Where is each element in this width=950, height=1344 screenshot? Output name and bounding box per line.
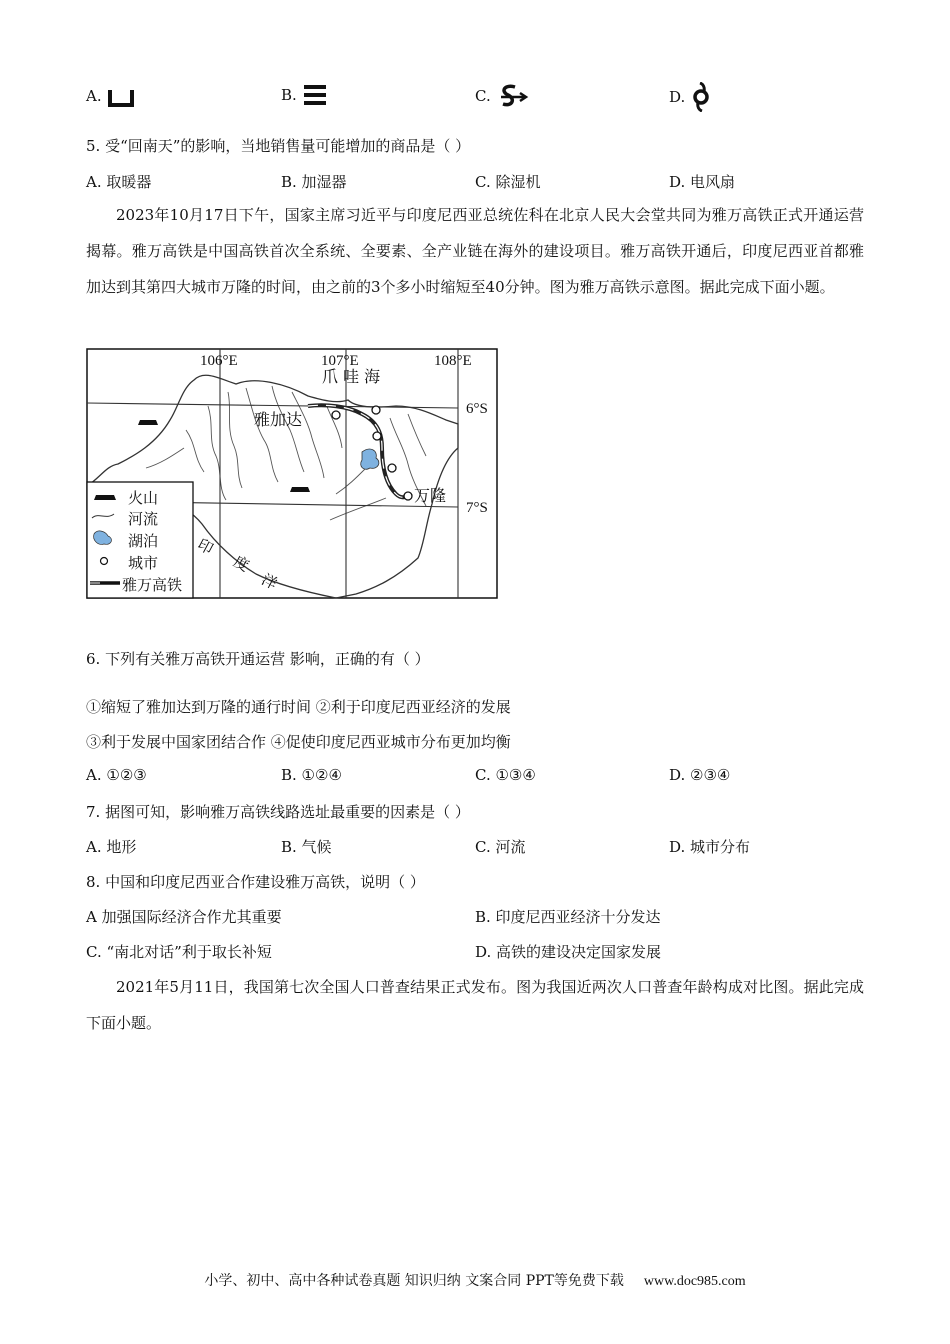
- q8-option-a: A 加强国际经济合作尤其重要: [86, 908, 282, 926]
- q6-option-a: A. ①②③: [86, 766, 147, 784]
- jakarta-bandung-hsr-map: [86, 348, 498, 600]
- city-marker: [373, 432, 381, 440]
- q7-option-c: C. 河流: [475, 838, 526, 856]
- legend-lake-label: 湖泊: [128, 532, 159, 550]
- lon-label-108: 108°E: [434, 353, 472, 369]
- volcano-icon: [138, 420, 158, 425]
- q7-option-a: A. 地形: [86, 838, 137, 856]
- legend-volcano-label: 火山: [128, 489, 159, 507]
- lat-label-6s: 6°S: [466, 401, 488, 417]
- q5-option-c: C. 除湿机: [475, 173, 541, 191]
- q5-option-a: A. 取暖器: [86, 173, 152, 191]
- symbol-typhoon-icon: [689, 82, 713, 112]
- map-legend: [87, 482, 193, 598]
- volcano-icon: [290, 487, 310, 492]
- q6-statement-line-1: ①缩短了雅加达到万隆的通行时间 ②利于印度尼西亚经济的发展: [86, 698, 511, 716]
- city-jakarta-marker: [332, 411, 340, 419]
- footer-text: 小学、初中、高中各种试卷真题 知识归纳 文案合同 PPT等免费下载: [204, 1273, 624, 1289]
- q5-option-b: B. 加湿器: [281, 173, 347, 191]
- option-letter: A.: [86, 87, 102, 105]
- city-marker: [372, 406, 380, 414]
- q6-option-c: C. ①③④: [475, 766, 536, 784]
- q7-stem: 7. 据图可知，影响雅万高铁线路选址最重要的因素是（ ）: [86, 803, 470, 821]
- q6-option-d: D. ②③④: [669, 766, 731, 784]
- symbol-frame-icon: [106, 84, 136, 108]
- q5-stem: 5. 受“回南天”的影响，当地销售量可能增加的商品是（ ）: [86, 137, 471, 155]
- option-letter: B.: [281, 86, 297, 104]
- city-bandung-marker: [404, 492, 412, 500]
- footer-site-link[interactable]: www.doc985.com: [643, 1274, 746, 1289]
- q7-option-b: B. 气候: [281, 838, 332, 856]
- q8-option-b: B. 印度尼西亚经济十分发达: [475, 908, 661, 926]
- q4-option-b: [281, 82, 329, 108]
- ocean-label-2: 度: [230, 552, 253, 576]
- option-letter: D.: [669, 88, 686, 106]
- q8-option-c: C. “南北对话”利于取长补短: [86, 943, 272, 961]
- lat-label-7s: 7°S: [466, 500, 488, 516]
- option-letter: C.: [475, 87, 491, 105]
- ocean-label-3: 洋: [258, 570, 281, 594]
- symbol-s-arrow-icon: [495, 82, 529, 110]
- lon-label-106: 106°E: [200, 353, 238, 369]
- legend-volcano-icon: [94, 495, 116, 500]
- passage-1-text: 2023年10月17日下午，国家主席习近平与印度尼西亚总统佐科在北京人民大会堂共同为雅万高铁正式开通运营揭幕。雅万高铁是中国高铁首次全系统、全要素、全产业链在海外的建设项目。雅万高铁开通后，印度尼西亚首都雅加达到其第四大城市万隆的时间，由之前的3个多小时缩短至40分钟。图为雅万高铁示意图。据此完成下面小题。: [86, 206, 864, 296]
- passage-2-text: 2021年5月11日，我国第七次全国人口普查结果正式发布。图为我国近两次人口普查年龄构成对比图。据此完成下面小题。: [86, 978, 864, 1032]
- bandung-label: 万隆: [414, 486, 447, 505]
- lon-label-107: 107°E: [321, 353, 359, 369]
- q6-option-b: B. ①②④: [281, 766, 342, 784]
- legend-river-label: 河流: [128, 510, 159, 528]
- legend-railway-label: 雅万高铁: [122, 576, 183, 594]
- jakarta-label: 雅加达: [254, 410, 303, 429]
- passage-2: [86, 969, 864, 1041]
- page-footer: [0, 1270, 950, 1290]
- legend-city-label: 城市: [128, 554, 159, 572]
- ocean-label-1: 印: [194, 535, 217, 559]
- symbol-three-bars-icon: [301, 82, 329, 108]
- q5-option-d: D. 电风扇: [669, 173, 736, 191]
- legend-city-icon: [101, 558, 108, 565]
- q4-option-a: [86, 84, 136, 108]
- passage-1: [86, 197, 864, 305]
- q8-stem: 8. 中国和印度尼西亚合作建设雅万高铁，说明（ ）: [86, 873, 425, 891]
- java-sea-label: 爪 哇 海: [322, 367, 381, 386]
- q7-option-d: D. 城市分布: [669, 838, 751, 856]
- city-marker: [388, 464, 396, 472]
- q6-statement-line-2: ③利于发展中国家团结合作 ④促使印度尼西亚城市分布更加均衡: [86, 733, 511, 751]
- q4-option-c: [475, 82, 529, 110]
- q8-option-d: D. 高铁的建设决定国家发展: [475, 943, 662, 961]
- q4-option-d: [669, 82, 713, 112]
- q6-stem: 6. 下列有关雅万高铁开通运营 影响，正确的有（ ）: [86, 650, 430, 668]
